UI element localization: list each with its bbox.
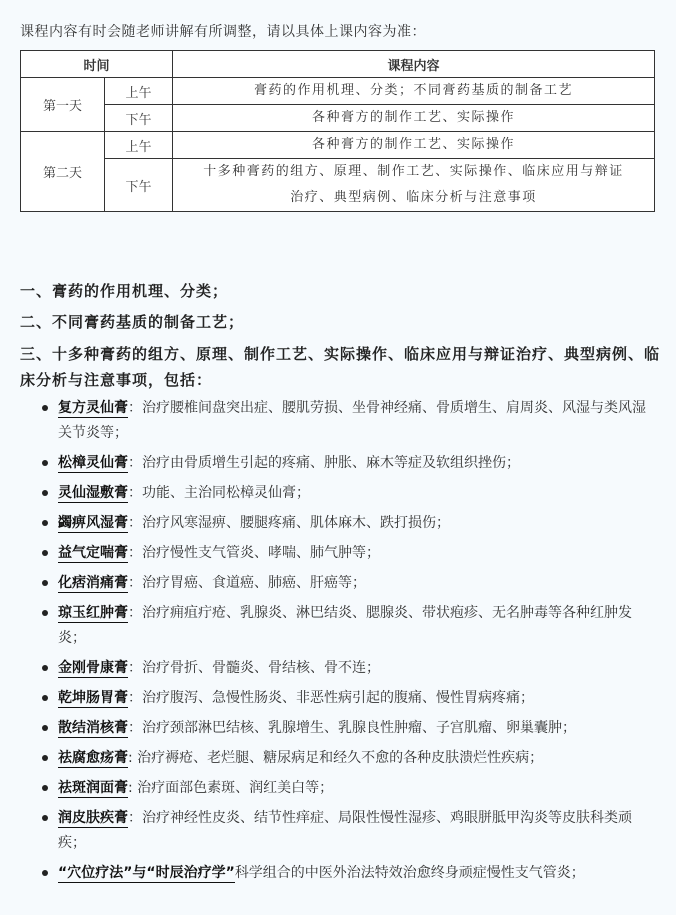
remedy-description: ：治疗颈部淋巴结核、乳腺增生、乳腺良性肿瘤、子宫肌瘤、卵巢囊肿； <box>128 720 576 736</box>
table-header-row <box>21 51 655 78</box>
content-line: 十多种膏药的组方、原理、制作工艺、实际操作、临床应用与辩证 <box>203 164 624 179</box>
remedy-name: 益气定喘膏 <box>58 545 128 561</box>
remedy-description: ：治疗风寒湿痹、腰腿疼痛、肌体麻木、跌打损伤； <box>128 515 450 531</box>
remedy-description: 科学组合的中医外治法特效治愈终身顽症慢性支气管炎； <box>234 865 585 881</box>
remedy-description: ：治疗慢性支气管炎、哮喘、肺气肿等； <box>128 545 380 561</box>
section-heading-2: 二、不同膏药基质的制备工艺； <box>20 313 245 331</box>
list-item <box>58 716 658 741</box>
remedy-list <box>58 396 658 886</box>
list-item <box>58 656 658 681</box>
remedy-name: 润皮肤疾膏 <box>58 810 128 826</box>
list-item <box>58 686 658 711</box>
section-heading-3: 三、十多种膏药的组方、原理、制作工艺、实际操作、临床应用与辩证治疗、典型病例、临床分析与注意事项，包括： <box>20 345 661 389</box>
remedy-name: 复方灵仙膏 <box>58 400 128 416</box>
remedy-description: ：治疗痈疽疔疮、乳腺炎、淋巴结炎、腮腺炎、带状疱疹、无名肿毒等各种红肿发炎； <box>58 605 632 646</box>
remedy-description: ：治疗神经性皮炎、结节性痒症、局限性慢性湿疹、鸡眼胼胝甲沟炎等皮肤科类顽疾； <box>58 810 632 851</box>
remedy-description: ：治疗骨折、骨髓炎、骨结核、骨不连； <box>128 660 380 676</box>
header-content: 课程内容 <box>173 51 655 78</box>
remedy-name: 散结消核膏 <box>58 720 128 736</box>
remedy-description: ：治疗由骨质增生引起的疼痛、肿胀、麻木等症及软组织挫伤； <box>128 455 520 471</box>
remedy-name: “穴位疗法”与“时辰治疗学” <box>58 865 235 881</box>
morning-cell: 上午 <box>105 78 173 105</box>
list-item <box>58 746 658 771</box>
remedy-name: 松樟灵仙膏 <box>58 455 128 471</box>
header-time: 时间 <box>21 51 173 78</box>
day-one-cell: 第一天 <box>21 78 105 132</box>
content-line: 治疗、典型病例、临床分析与注意事项 <box>290 190 537 205</box>
remedy-name: 祛腐愈疡膏 <box>58 750 128 766</box>
remedy-name: 祛斑润面膏 <box>58 780 128 796</box>
remedy-description: : 治疗面部色素斑、润红美白等； <box>128 780 334 796</box>
list-item <box>58 541 658 566</box>
remedy-name: 金刚骨康膏 <box>58 660 128 676</box>
table-row <box>21 78 655 105</box>
list-item <box>58 511 658 536</box>
table-row <box>21 159 655 212</box>
remedy-description: ：治疗腹泻、急慢性肠炎、非恶性病引起的腹痛、慢性胃病疼痛； <box>128 690 534 706</box>
section-heading-1: 一、膏药的作用机理、分类； <box>20 282 229 300</box>
table-row <box>21 132 655 159</box>
remedy-name: 琼玉红肿膏 <box>58 605 128 621</box>
list-item <box>58 571 658 596</box>
remedy-name: 灵仙湿敷膏 <box>58 485 128 501</box>
remedy-description: : 治疗褥疮、老烂腿、糖尿病足和经久不愈的各种皮肤溃烂性疾病； <box>128 750 544 766</box>
remedy-description: ：治疗腰椎间盘突出症、腰肌劳损、坐骨神经痛、骨质增生、肩周炎、风湿与类风湿关节炎等； <box>58 400 646 441</box>
afternoon-cell: 下午 <box>105 105 173 132</box>
schedule-table <box>20 50 655 212</box>
course-note: 课程内容有时会随老师讲解有所调整，请以具体上课内容为准： <box>20 24 426 40</box>
list-item <box>58 396 658 446</box>
list-item <box>58 451 658 476</box>
content-cell <box>173 159 655 212</box>
list-item <box>58 806 658 856</box>
list-item <box>58 861 658 886</box>
list-item <box>58 601 658 651</box>
content-cell: 各种膏方的制作工艺、实际操作 <box>173 132 655 159</box>
list-item <box>58 481 658 506</box>
day-two-cell: 第二天 <box>21 132 105 212</box>
content-cell: 膏药的作用机理、分类；不同膏药基质的制备工艺 <box>173 78 655 105</box>
morning-cell: 上午 <box>105 132 173 159</box>
content-cell: 各种膏方的制作工艺、实际操作 <box>173 105 655 132</box>
remedy-name: 蠲痹风湿膏 <box>58 515 128 531</box>
list-item <box>58 776 658 801</box>
table-row <box>21 105 655 132</box>
remedy-description: ：治疗胃癌、食道癌、肺癌、肝癌等； <box>128 575 366 591</box>
remedy-description: ：功能、主治同松樟灵仙膏； <box>128 485 310 501</box>
remedy-name: 乾坤肠胃膏 <box>58 690 128 706</box>
remedy-name: 化痞消痛膏 <box>58 575 128 591</box>
afternoon-cell: 下午 <box>105 159 173 212</box>
